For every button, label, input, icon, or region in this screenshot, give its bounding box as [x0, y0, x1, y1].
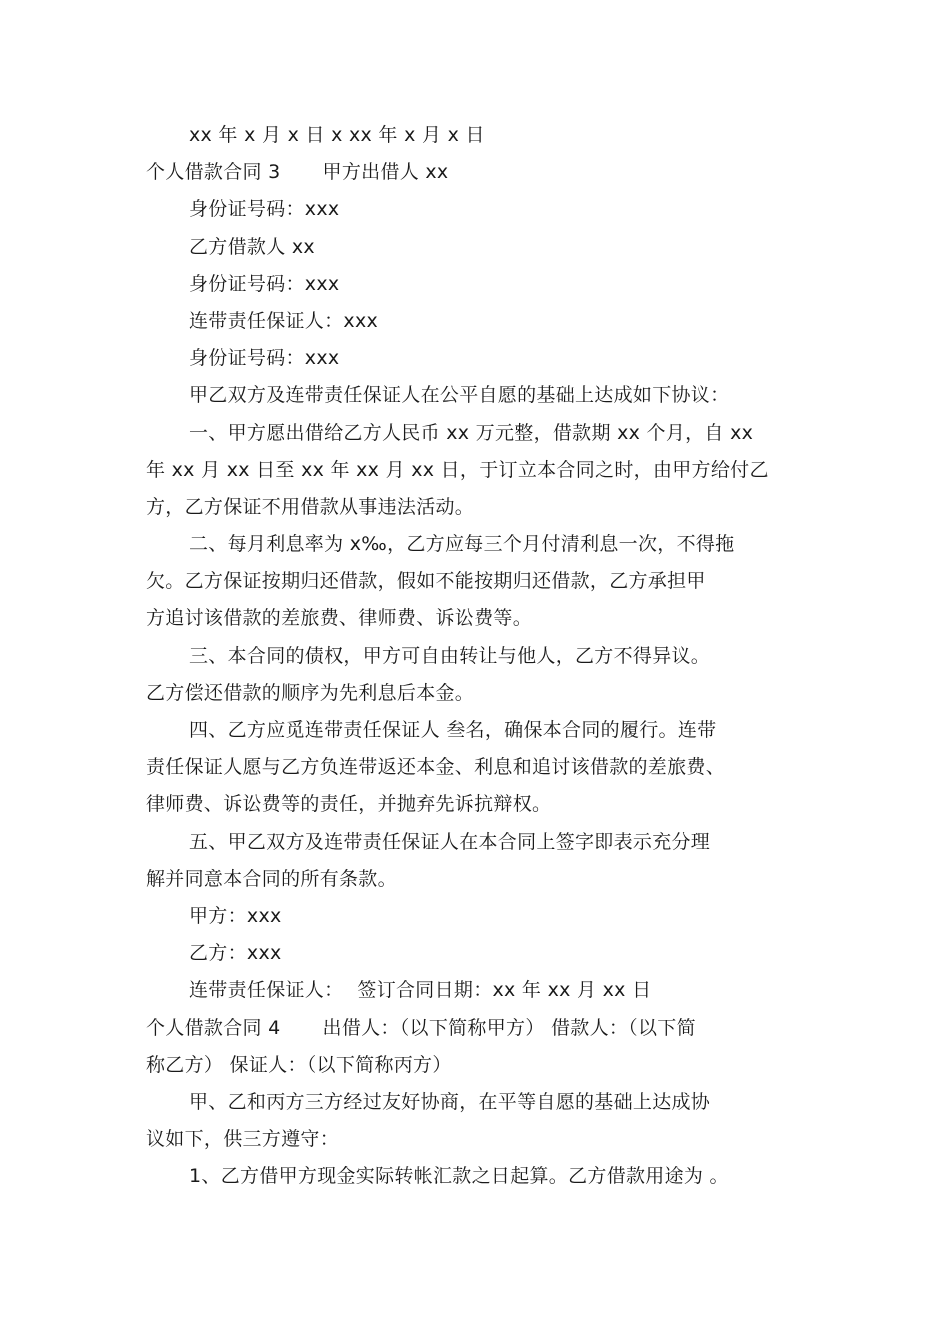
- line-text: 律师费、诉讼费等的责任，并抛弃先诉抗辩权。: [146, 793, 552, 816]
- text-line: [146, 303, 810, 340]
- line-text: 年 xx 月 xx 日至 xx 年 xx 月 xx 日，于订立本合同之时，由甲方给付乙: [146, 458, 769, 481]
- text-line: [146, 1158, 810, 1195]
- line-text: 1、乙方借甲方现金实际转帐汇款之日起算。乙方借款用途为 。: [189, 1165, 729, 1188]
- text-line: [146, 489, 810, 526]
- text-line: [146, 638, 810, 675]
- line-text: 乙方借款人 xx: [189, 235, 315, 258]
- text-line: [146, 415, 810, 452]
- text-line: [146, 229, 810, 266]
- line-text: 身份证号码：xxx: [189, 198, 340, 221]
- text-line: [146, 972, 810, 1009]
- text-line: [146, 1084, 810, 1121]
- line-text: 方追讨该借款的差旅费、律师费、诉讼费等。: [146, 607, 533, 630]
- text-line: [146, 824, 810, 861]
- text-line: [146, 154, 810, 191]
- text-line: [146, 898, 810, 935]
- section-heading: 个人借款合同 3: [146, 161, 281, 184]
- line-text: 甲方出借人 xx: [322, 161, 449, 184]
- text-line: [146, 452, 810, 489]
- line-text: xx 年 x 月 x 日 x xx 年 x 月 x 日: [189, 124, 485, 146]
- text-line: [146, 191, 810, 228]
- line-text: 一、甲方愿出借给乙方人民币 xx 万元整，借款期 xx 个月，自 xx: [189, 421, 754, 444]
- line-text: 议如下，供三方遵守：: [146, 1128, 340, 1151]
- line-text: 欠。乙方保证按期归还借款，假如不能按期归还借款，乙方承担甲: [146, 570, 706, 593]
- text-line: [146, 749, 810, 786]
- text-line: [146, 600, 810, 637]
- text-line: [146, 786, 810, 823]
- line-text: 方，乙方保证不用借款从事违法活动。: [146, 495, 475, 518]
- text-line: [146, 117, 810, 154]
- line-text: 甲、乙和丙方三方经过友好协商，在平等自愿的基础上达成协: [189, 1090, 711, 1113]
- text-line: [146, 1010, 810, 1047]
- line-text: 乙方：xxx: [189, 942, 282, 965]
- line-text: 身份证号码：xxx: [189, 347, 340, 370]
- line-text: 责任保证人愿与乙方负连带返还本金、利息和追讨该借款的差旅费、: [146, 756, 726, 779]
- section-heading: 个人借款合同 4: [146, 1016, 281, 1039]
- signing-date: 签订合同日期：xx 年 xx 月 xx 日: [357, 979, 652, 1002]
- text-line: [146, 340, 810, 377]
- line-text: 三、本合同的债权，甲方可自由转让与他人，乙方不得异议。: [189, 644, 711, 667]
- line-text: 甲乙双方及连带责任保证人在公平自愿的基础上达成如下协议：: [189, 384, 730, 407]
- line-text: 连带责任保证人：: [189, 979, 344, 1002]
- text-line: [146, 675, 810, 712]
- text-line: [146, 1121, 810, 1158]
- text-line: [146, 935, 810, 972]
- line-text: 出借人：（以下简称甲方） 借款人：（以下简: [322, 1016, 696, 1039]
- text-line: [146, 377, 810, 414]
- text-line: [146, 712, 810, 749]
- line-text: 解并同意本合同的所有条款。: [146, 867, 397, 890]
- line-text: 四、乙方应觅连带责任保证人 叁名，确保本合同的履行。连带: [189, 719, 717, 741]
- line-text: 乙方偿还借款的顺序为先利息后本金。: [146, 681, 475, 704]
- line-text: 连带责任保证人：xxx: [189, 309, 379, 332]
- text-line: [146, 861, 810, 898]
- line-text: 二、每月利息率为 x‰，乙方应每三个月付清利息一次，不得拖: [189, 533, 735, 556]
- text-line: [146, 526, 810, 563]
- text-line: [146, 266, 810, 303]
- text-line: [146, 1047, 810, 1084]
- line-text: 称乙方） 保证人：（以下简称丙方）: [146, 1053, 452, 1076]
- line-text: 五、甲乙双方及连带责任保证人在本合同上签字即表示充分理: [189, 830, 711, 853]
- document-page: [146, 117, 810, 1195]
- text-line: [146, 563, 810, 600]
- line-text: 甲方：xxx: [189, 904, 282, 927]
- line-text: 身份证号码：xxx: [189, 272, 340, 295]
